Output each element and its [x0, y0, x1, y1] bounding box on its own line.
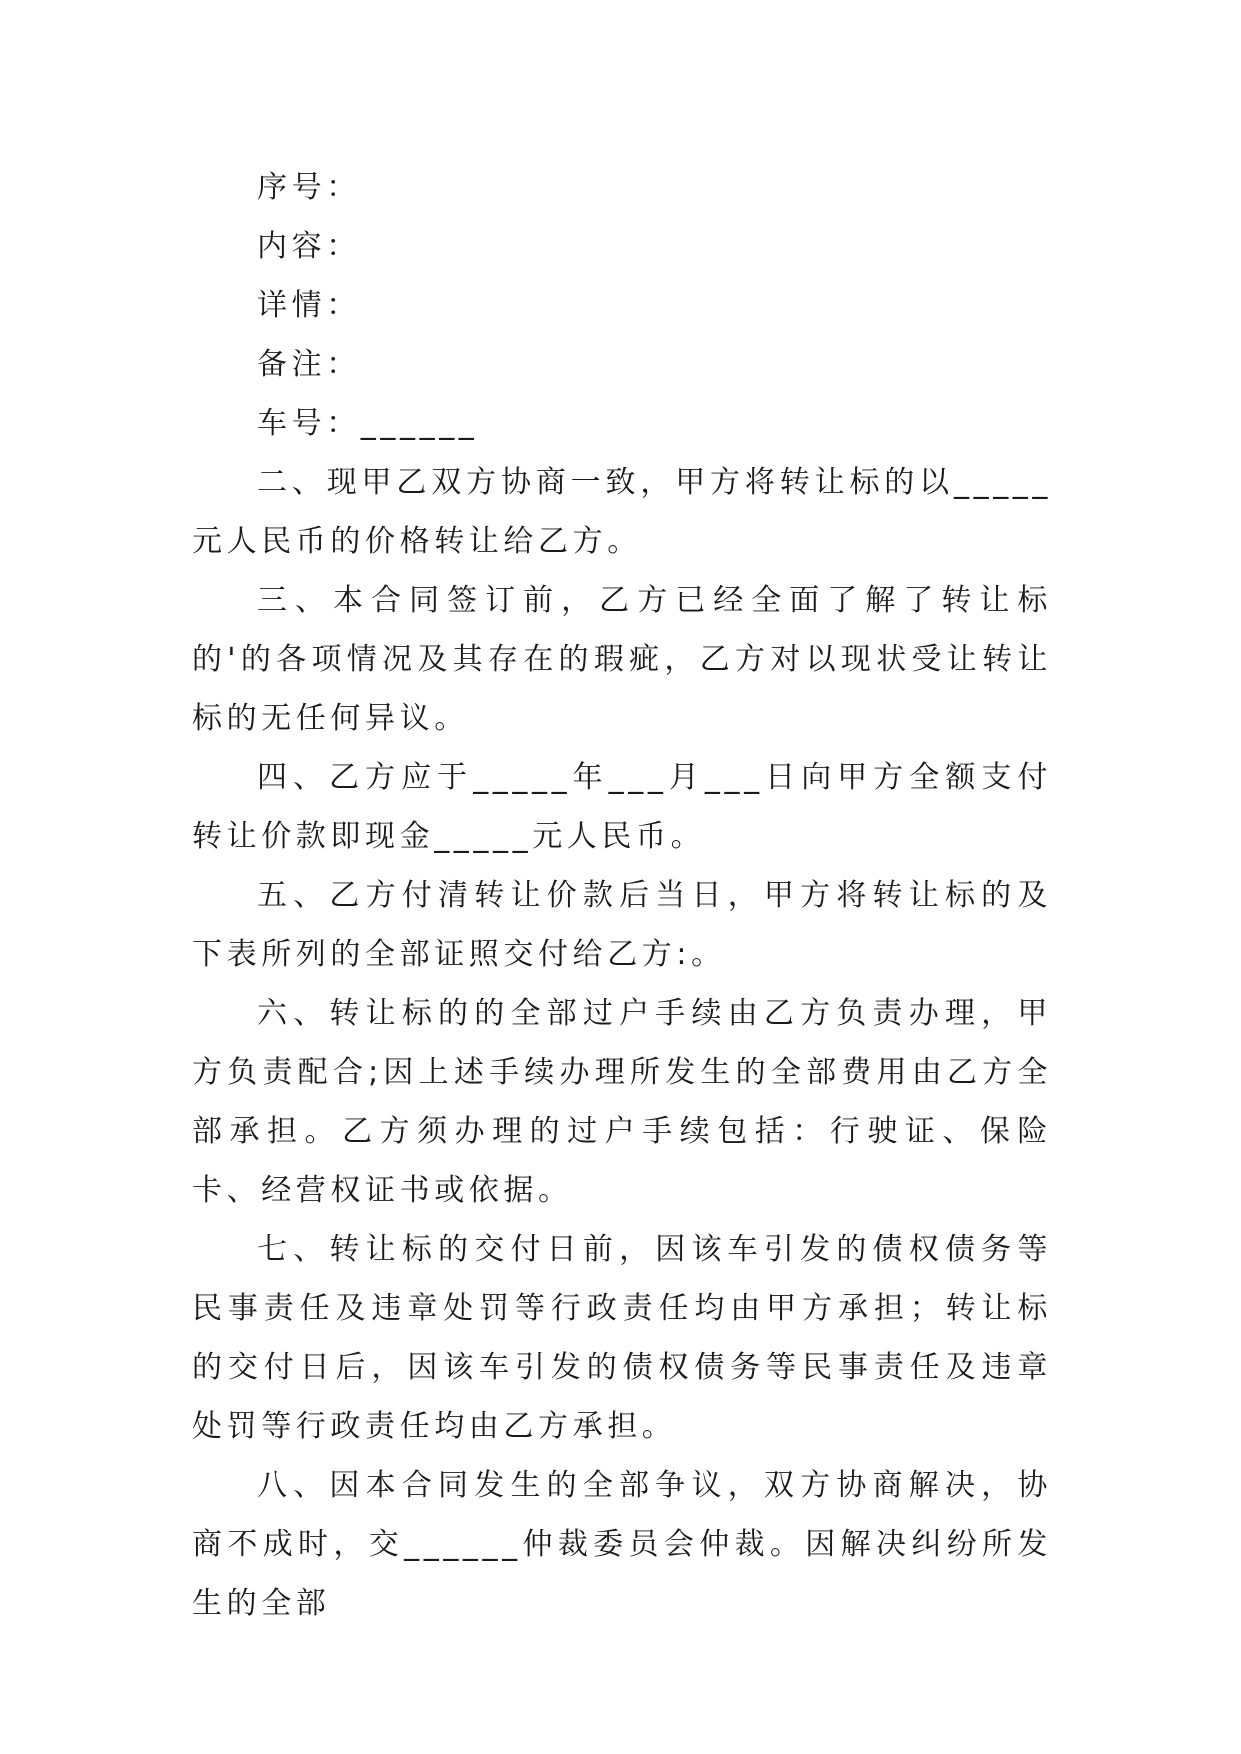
field-details: 详情： — [257, 288, 361, 323]
clause-8: 八、因本合同发生的全部争议，双方协商解决，协商不成时，交______仲裁委员会仲裁。因解决纠纷所发生的全部 — [192, 1468, 1052, 1621]
clause-2: 二、现甲乙双方协商一致，甲方将转让标的以_____元人民币的价格转让给乙方。 — [192, 465, 1052, 559]
contract-body — [192, 158, 1052, 1633]
clause-5: 五、乙方付清转让价款后当日，甲方将转让标的及下表所列的全部证照交付给乙方:。 — [192, 878, 1052, 972]
field-content: 内容： — [257, 229, 361, 264]
clause-4: 四、乙方应于_____年___月___日向甲方全额支付转让价款即现金_____元人民币。 — [192, 760, 1052, 854]
field-serial-number: 序号： — [257, 170, 361, 205]
clause-3: 三、本合同签订前，乙方已经全面了解了转让标的'的各项情况及其存在的瑕疵，乙方对以现状受让转让标的无任何异议。 — [192, 583, 1052, 736]
clause-7: 七、转让标的交付日前，因该车引发的债权债务等民事责任及违章处罚等行政责任均由甲方承担；转让标的交付日后，因该车引发的债权债务等民事责任及违章处罚等行政责任均由乙方承担。 — [192, 1232, 1052, 1444]
field-vehicle-number: 车号：______ — [257, 406, 479, 441]
clause-6: 六、转让标的的全部过户手续由乙方负责办理，甲方负责配合;因上述手续办理所发生的全部费用由乙方全部承担。乙方须办理的过户手续包括：行驶证、保险卡、经营权证书或依据。 — [192, 996, 1052, 1208]
field-remarks: 备注： — [257, 347, 361, 382]
